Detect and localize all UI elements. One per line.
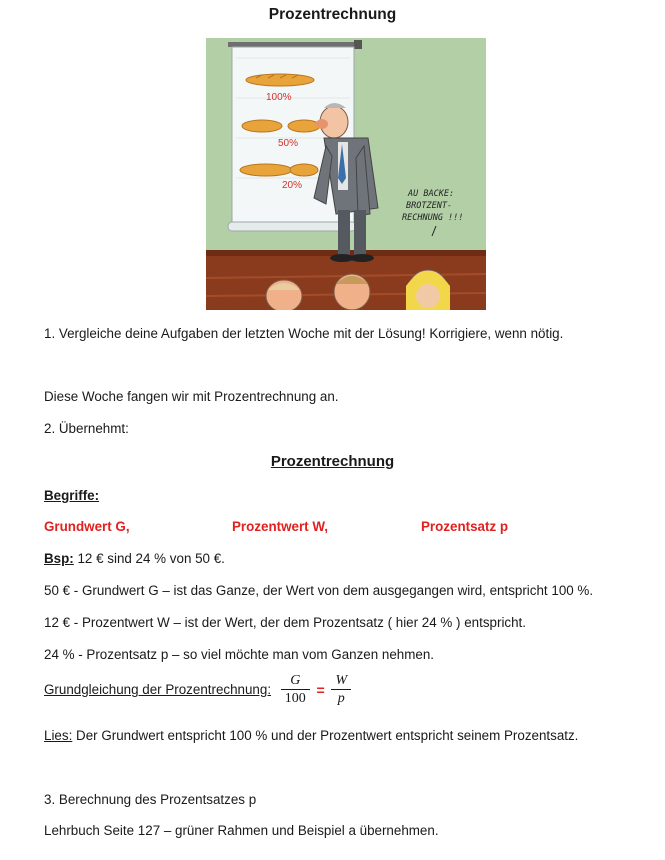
read-text: Der Grundwert entspricht 100 % und der Prozentwert entspricht seinem Prozentsatz. — [72, 728, 579, 743]
term-grundwert: Grundwert G, — [44, 519, 130, 534]
formula-left-numerator: G — [281, 672, 310, 690]
task-3-detail: Lehrbuch Seite 127 – grüner Rahmen und Beispiel a übernehmen. — [44, 823, 439, 838]
formula-equals: = — [316, 681, 325, 698]
label-100-percent: 100% — [266, 92, 292, 103]
example-text: 12 € sind 24 % von 50 €. — [73, 551, 225, 566]
formula-row — [44, 672, 351, 707]
definition-prozentsatz: 24 % - Prozentsatz p – so viel möchte man vom Ganzen nehmen. — [44, 647, 435, 662]
intro-text: Diese Woche fangen wir mit Prozentrechnung an. — [44, 389, 339, 404]
speech-line-3: RECHNUNG !!! — [402, 213, 464, 223]
formula-right-fraction — [331, 672, 351, 707]
cartoon-illustration — [206, 38, 486, 310]
speech-line-2: BROTZENT- — [406, 201, 453, 211]
section-title: Prozentrechnung — [270, 453, 395, 470]
term-prozentwert: Prozentwert W, — [232, 519, 328, 534]
speech-line-1: AU BACKE: — [408, 189, 455, 199]
example-row — [44, 551, 225, 566]
formula-left-fraction — [281, 672, 310, 707]
read-row — [44, 728, 578, 743]
terms-heading: Begriffe: — [44, 488, 100, 503]
term-prozentsatz: Prozentsatz p — [421, 519, 509, 534]
label-50-percent: 50% — [278, 138, 299, 149]
task-3-text: 3. Berechnung des Prozentsatzes p — [44, 792, 257, 807]
example-label: Bsp: — [44, 551, 74, 566]
formula-left-denominator: 100 — [284, 691, 306, 706]
task-2-text: 2. Übernehmt: — [44, 421, 129, 436]
formula-right-denominator: p — [337, 691, 345, 706]
terms-heading-row — [44, 488, 99, 503]
formula-right-numerator: W — [331, 672, 351, 690]
task-1-text: 1. Vergleiche deine Aufgaben der letzten Woche mit der Lösung! Korrigiere, wenn nötig. — [44, 326, 564, 341]
read-label: Lies: — [44, 728, 73, 743]
definition-prozentwert: 12 € - Prozentwert W – ist der Wert, der dem Prozentsatz ( hier 24 % ) entspricht. — [44, 615, 526, 630]
page-title: Prozentrechnung — [268, 6, 397, 23]
definition-grundwert: 50 € - Grundwert G – ist das Ganze, der Wert von dem ausgegangen wird, entspricht 100 %. — [44, 583, 594, 598]
label-20-percent: 20% — [282, 180, 303, 191]
formula-label: Grundgleichung der Prozentrechnung: — [44, 682, 272, 697]
